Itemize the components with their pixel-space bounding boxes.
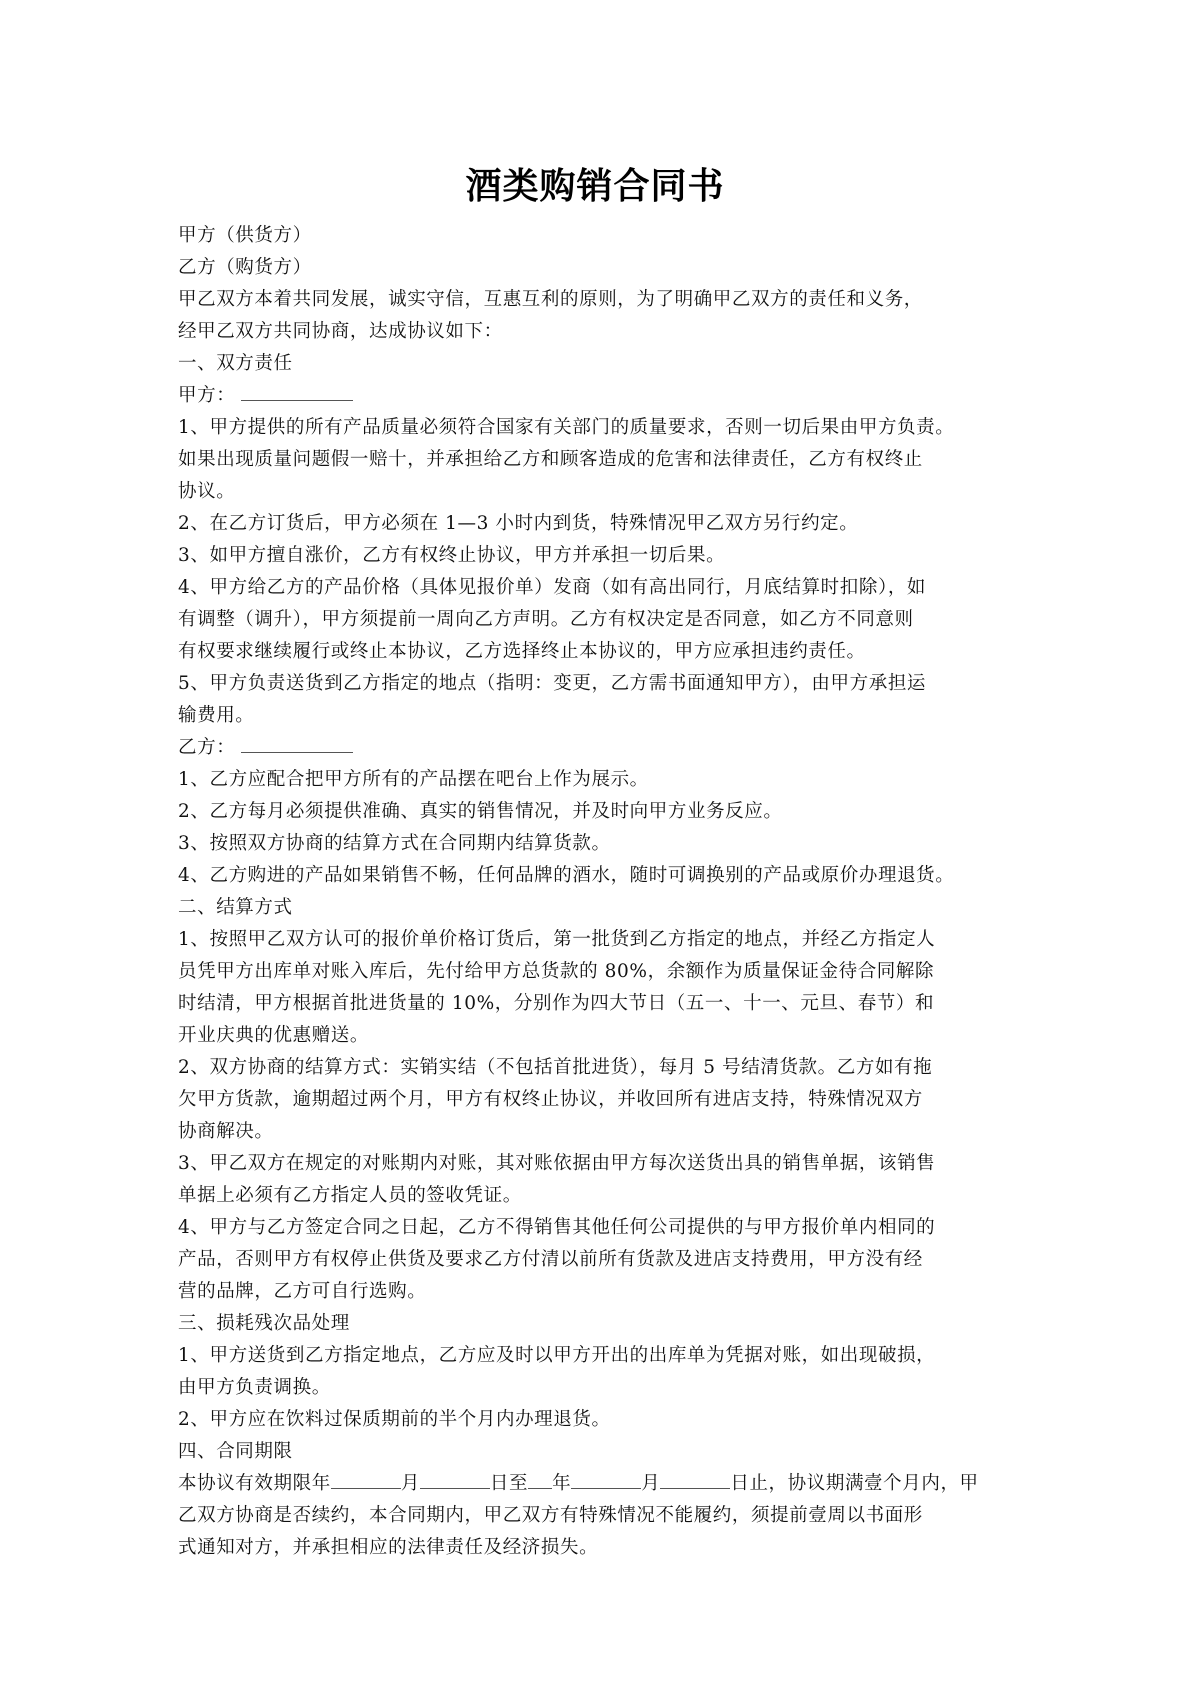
clause-line: 由甲方负责调换。 (178, 1377, 331, 1398)
clause-line: 4、乙方购进的产品如果销售不畅，任何品牌的酒水，随时可调换别的产品或原价办理退货。 (178, 865, 955, 886)
clause-line: 欠甲方货款，逾期超过两个月，甲方有权终止协议，并收回所有进店支持，特殊情况双方 (178, 1089, 923, 1110)
preamble-line: 甲乙双方本着共同发展，诚实守信，互惠互利的原则，为了明确甲乙双方的责任和义务， (178, 289, 923, 310)
clause-line: 1、按照甲乙双方认可的报价单价格订货后，第一批货到乙方指定的地点，并经乙方指定人 (178, 929, 936, 950)
clause-line: 1、甲方送货到乙方指定地点，乙方应及时以甲方开出的出库单为凭据对账，如出现破损， (178, 1345, 936, 1366)
clause-line: 1、乙方应配合把甲方所有的产品摆在吧台上作为展示。 (178, 769, 649, 790)
section-heading: 二、结算方式 (178, 897, 293, 918)
clause-line: 如果出现质量问题假一赔十，并承担给乙方和顾客造成的危害和法律责任，乙方有权终止 (178, 449, 923, 470)
clause-line: 输费用。 (178, 705, 255, 726)
section-heading: 三、损耗残次品处理 (178, 1313, 350, 1334)
clause-line: 单据上必须有乙方指定人员的签收凭证。 (178, 1185, 522, 1206)
clause-line: 乙双方协商是否续约，本合同期内，甲乙双方有特殊情况不能履约，须提前壹周以书面形 (178, 1505, 923, 1526)
clause-line: 2、双方协商的结算方式：实销实结（不包括首批进货），每月 5 号结清货款。乙方如有拖 (178, 1057, 933, 1078)
clause-line: 3、如甲方擅自涨价，乙方有权终止协议，甲方并承担一切后果。 (178, 545, 726, 566)
preamble-line: 经甲乙双方共同协商，达成协议如下： (178, 321, 503, 342)
clause-line: 协议。 (178, 481, 236, 502)
clause-line: 有调整（调升），甲方须提前一周向乙方声明。乙方有权决定是否同意，如乙方不同意则 (178, 609, 914, 630)
start-month-blank[interactable] (331, 1468, 401, 1489)
party-a-signature-line (178, 380, 1023, 412)
clause-line: 时结清，甲方根据首批进货量的 10%，分别作为四大节日（五一、十一、元旦、春节）和 (178, 993, 935, 1014)
clause-line: 2、甲方应在饮料过保质期前的半个月内办理退货。 (178, 1409, 611, 1430)
term-text: 日至 (489, 1473, 529, 1494)
party-b-field-label: 乙方： (178, 737, 236, 758)
party-a-field-label: 甲方： (178, 385, 236, 406)
party-b-blank-field[interactable] (241, 732, 353, 753)
document-title: 酒类购销合同书 (465, 166, 725, 207)
term-text: 月 (400, 1473, 420, 1494)
clause-line: 协商解决。 (178, 1121, 274, 1142)
document-body (178, 220, 1023, 1564)
clause-line: 有权要求继续履行或终止本协议，乙方选择终止本协议的，甲方应承担违约责任。 (178, 641, 866, 662)
clause-line: 4、甲方与乙方签定合同之日起，乙方不得销售其他任何公司提供的与甲方报价单内相同的 (178, 1217, 936, 1238)
term-line (178, 1468, 1023, 1500)
clause-line: 2、在乙方订货后，甲方必须在 1—3 小时内到货，特殊情况甲乙双方另行约定。 (178, 513, 859, 534)
clause-line: 营的品牌，乙方可自行选购。 (178, 1281, 427, 1302)
clause-line: 4、甲方给乙方的产品价格（具体见报价单）发商（如有高出同行，月底结算时扣除），如 (178, 577, 927, 598)
term-text: 日止，协议期满壹个月内，甲 (730, 1473, 979, 1494)
start-day-blank[interactable] (420, 1468, 490, 1489)
party-a-blank-field[interactable] (241, 380, 353, 401)
clause-line: 开业庆典的优惠赠送。 (178, 1025, 370, 1046)
term-text: 月 (641, 1473, 661, 1494)
term-text: 本协议有效期限年 (178, 1473, 331, 1494)
clause-line: 式通知对方，并承担相应的法律责任及经济损失。 (178, 1537, 599, 1558)
clause-line: 3、按照双方协商的结算方式在合同期内结算货款。 (178, 833, 611, 854)
party-b-signature-line (178, 732, 1023, 764)
end-month-blank[interactable] (571, 1468, 641, 1489)
section-heading: 四、合同期限 (178, 1441, 293, 1462)
party-a-label: 甲方（供货方） (178, 225, 312, 246)
clause-line: 5、甲方负责送货到乙方指定的地点（指明：变更，乙方需书面通知甲方），由甲方承担运 (178, 673, 927, 694)
end-year-blank[interactable] (528, 1468, 552, 1489)
clause-line: 1、甲方提供的所有产品质量必须符合国家有关部门的质量要求，否则一切后果由甲方负责。 (178, 417, 955, 438)
clause-line: 员凭甲方出库单对账入库后，先付给甲方总货款的 80%，余额作为质量保证金待合同解除 (178, 961, 935, 982)
clause-line: 2、乙方每月必须提供准确、真实的销售情况，并及时向甲方业务反应。 (178, 801, 783, 822)
party-b-label: 乙方（购货方） (178, 257, 312, 278)
section-heading: 一、双方责任 (178, 353, 293, 374)
clause-line: 产品，否则甲方有权停止供货及要求乙方付清以前所有货款及进店支持费用，甲方没有经 (178, 1249, 923, 1270)
term-text: 年 (552, 1473, 572, 1494)
end-day-blank[interactable] (660, 1468, 730, 1489)
clause-line: 3、甲乙双方在规定的对账期内对账，其对账依据由甲方每次送货出具的销售单据，该销售 (178, 1153, 936, 1174)
